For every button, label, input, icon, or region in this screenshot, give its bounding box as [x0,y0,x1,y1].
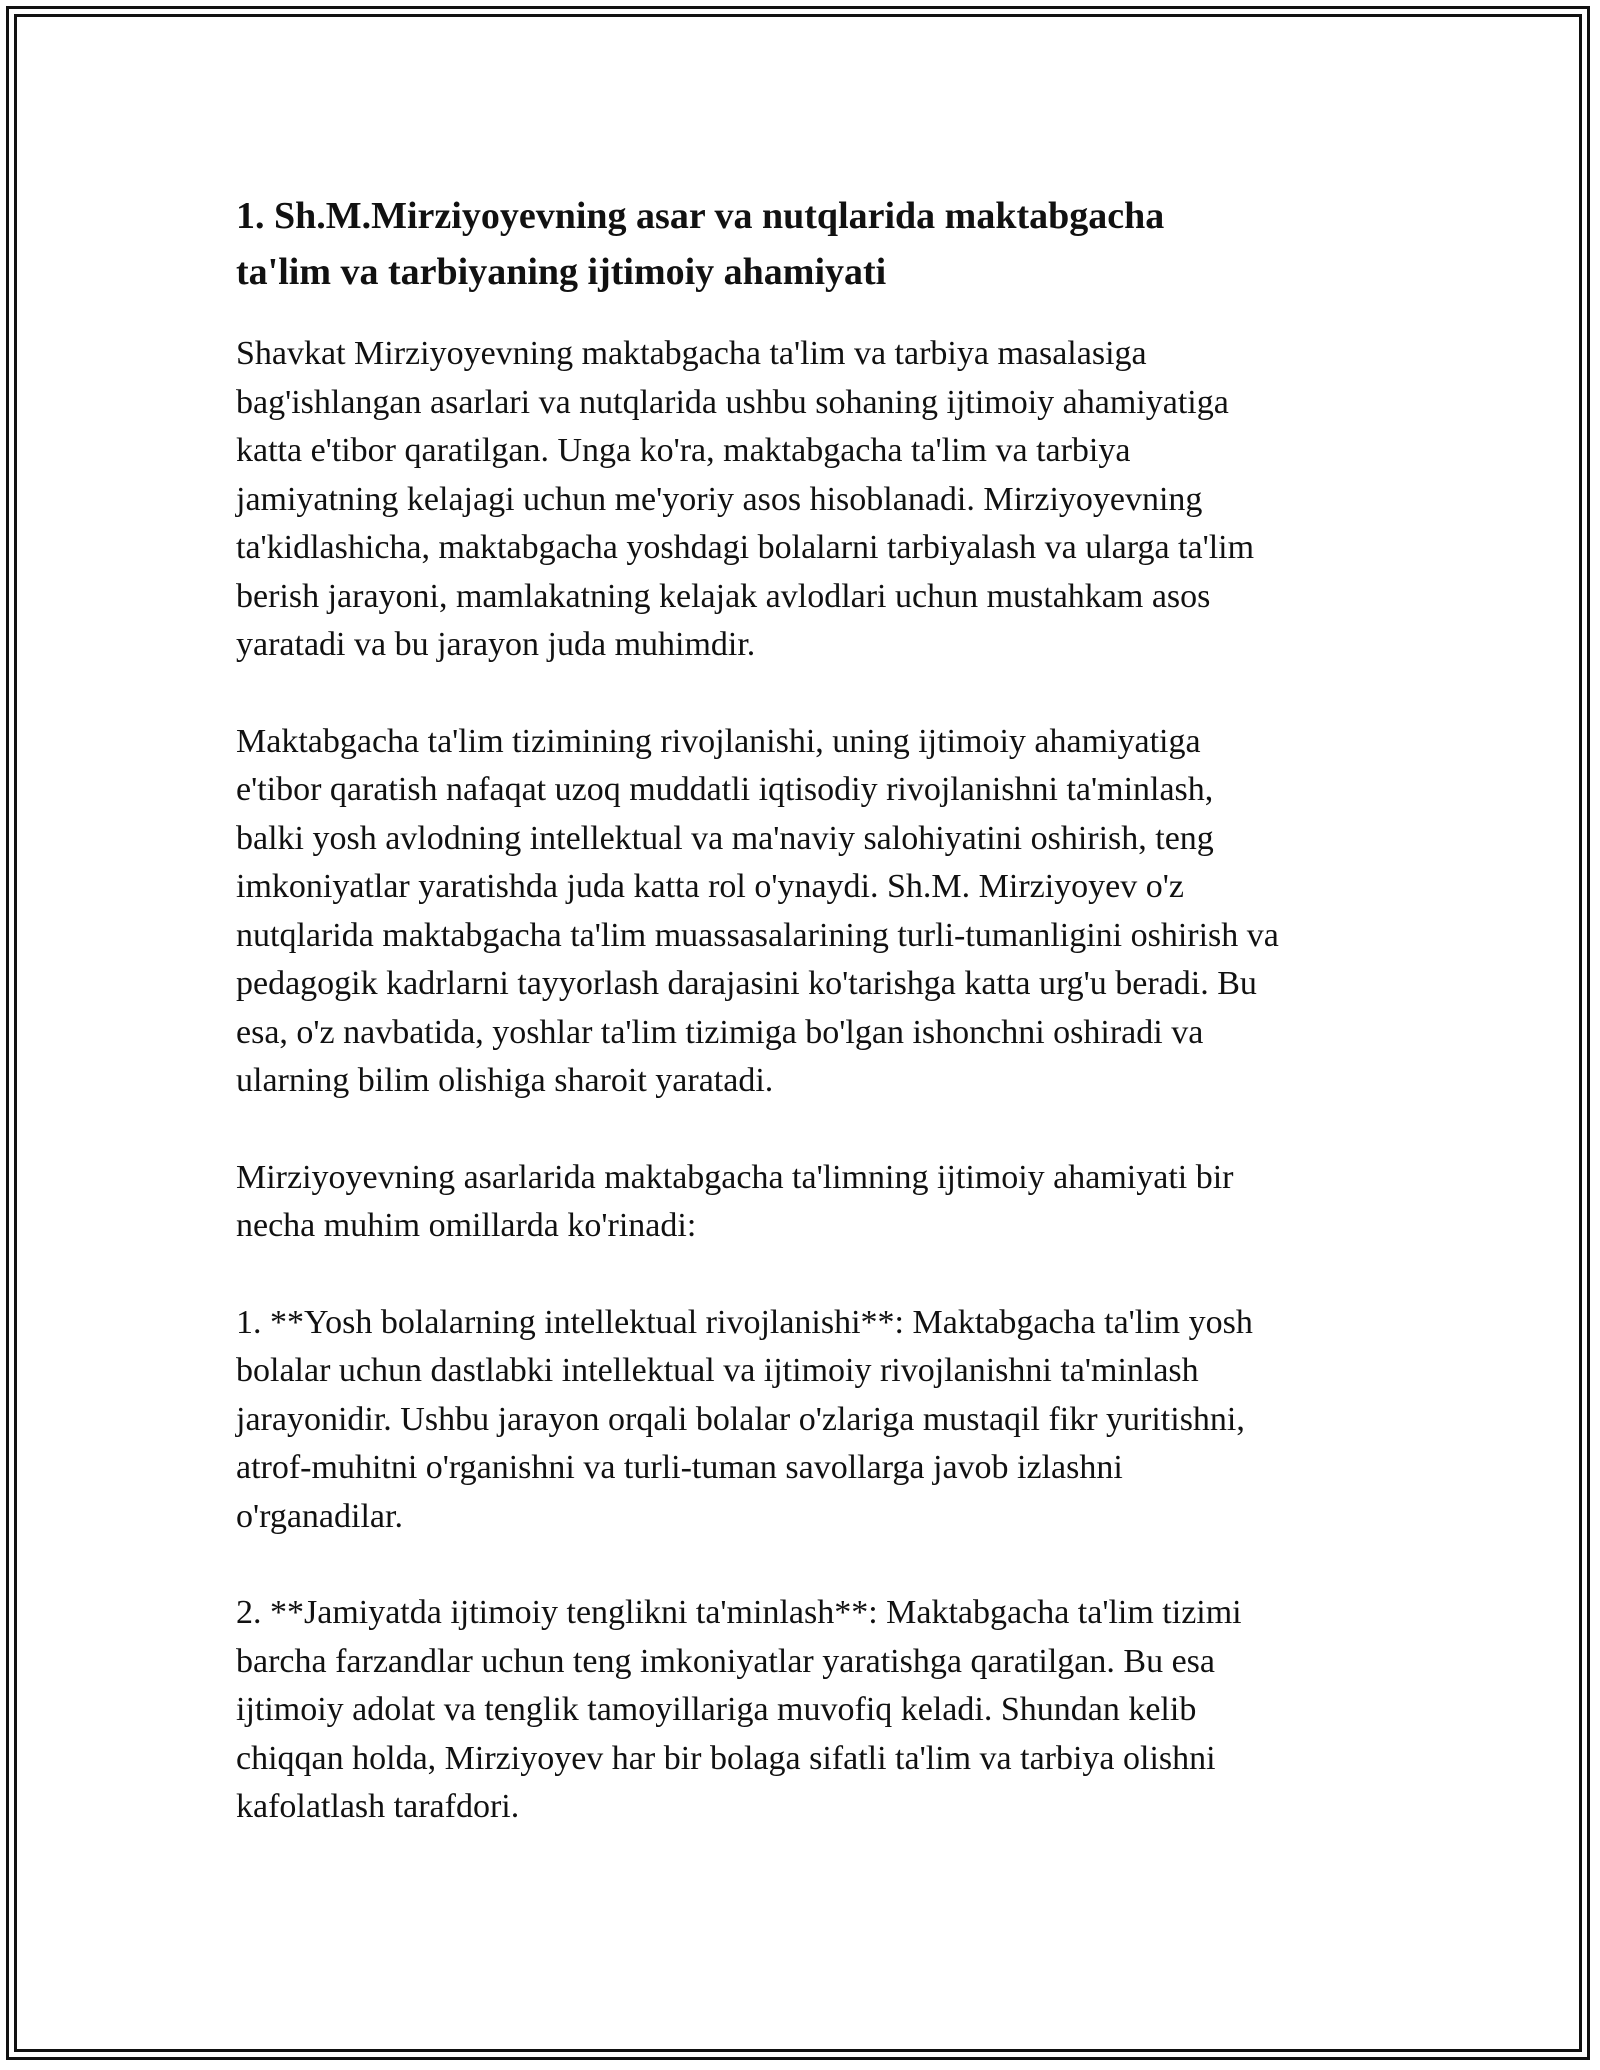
list-item-2: 2. **Jamiyatda ijtimoiy tenglikni ta'minlash**: Maktabgacha ta'lim tizimi barcha farzandlar uchun teng imkoniyatlar yaratishga qaratilgan. Bu esa ijtimoiy adolat va tenglik tamoyillariga muvofiq keladi. Shundan kelib chiqqan holda, Mirziyoyev har bir bolaga sifatli ta'lim va tarbiya olishni kafolatlash tarafdori. [236,1594,1242,1825]
paragraph-intro: Shavkat Mirziyoyevning maktabgacha ta'lim va tarbiya masalasiga bag'ishlangan asarlari va nutqlarida ushbu sohaning ijtimoiy ahamiyatiga katta e'tibor qaratilgan. Unga ko'ra, maktabgacha ta'lim va tarbiya jamiyatning kelajagi uchun me'yoriy asos hisoblanadi. Mirziyoyevning ta'kidlashicha, maktabgacha yoshdagi bolalarni tarbiyalash va ularga ta'lim berish jarayoni, mamlakatning kelajak avlodlari uchun mustahkam asos yaratadi va bu jarayon juda muhimdir. [236,335,1255,663]
document-body [236,188,1376,1880]
paragraph-development: Maktabgacha ta'lim tizimining rivojlanishi, uning ijtimoiy ahamiyatiga e'tibor qaratish nafaqat uzoq muddatli iqtisodiy rivojlanishni ta'minlash, balki yosh avlodning intellektual va ma'naviy salohiyatini oshirish, teng imkoniyatlar yaratishda juda katta rol o'ynaydi. Sh.M. Mirziyoyev o'z nutqlarida maktabgacha ta'lim muassasalarining turli-tumanligini oshirish va pedagogik kadrlarni tayyorlash darajasini ko'tarishga katta urg'u beradi. Bu esa, o'z navbatida, yoshlar ta'lim tizimiga bo'lgan ishonchni oshiradi va ularning bilim olishiga sharoit yaratadi. [236,722,1279,1099]
section-title: 1. Sh.M.Mirziyoyevning asar va nutqlarida maktabgacha ta'lim va tarbiyaning ijtimoiy ahamiyati [236,195,1165,293]
list-item-1: 1. **Yosh bolalarning intellektual rivojlanishi**: Maktabgacha ta'lim yosh bolalar uchun dastlabki intellektual va ijtimoiy rivojlanishni ta'minlash jarayonidir. Ushbu jarayon orqali bolalar o'zlariga mustaqil fikr yuritishni, atrof-muhitni o'rganishni va turli-tuman savollarga javob izlashni o'rganadilar. [236,1303,1253,1535]
paragraph-factors-lead: Mirziyoyevning asarlarida maktabgacha ta'limning ijtimoiy ahamiyati bir necha muhim omillarda ko'rinadi: [236,1158,1234,1244]
